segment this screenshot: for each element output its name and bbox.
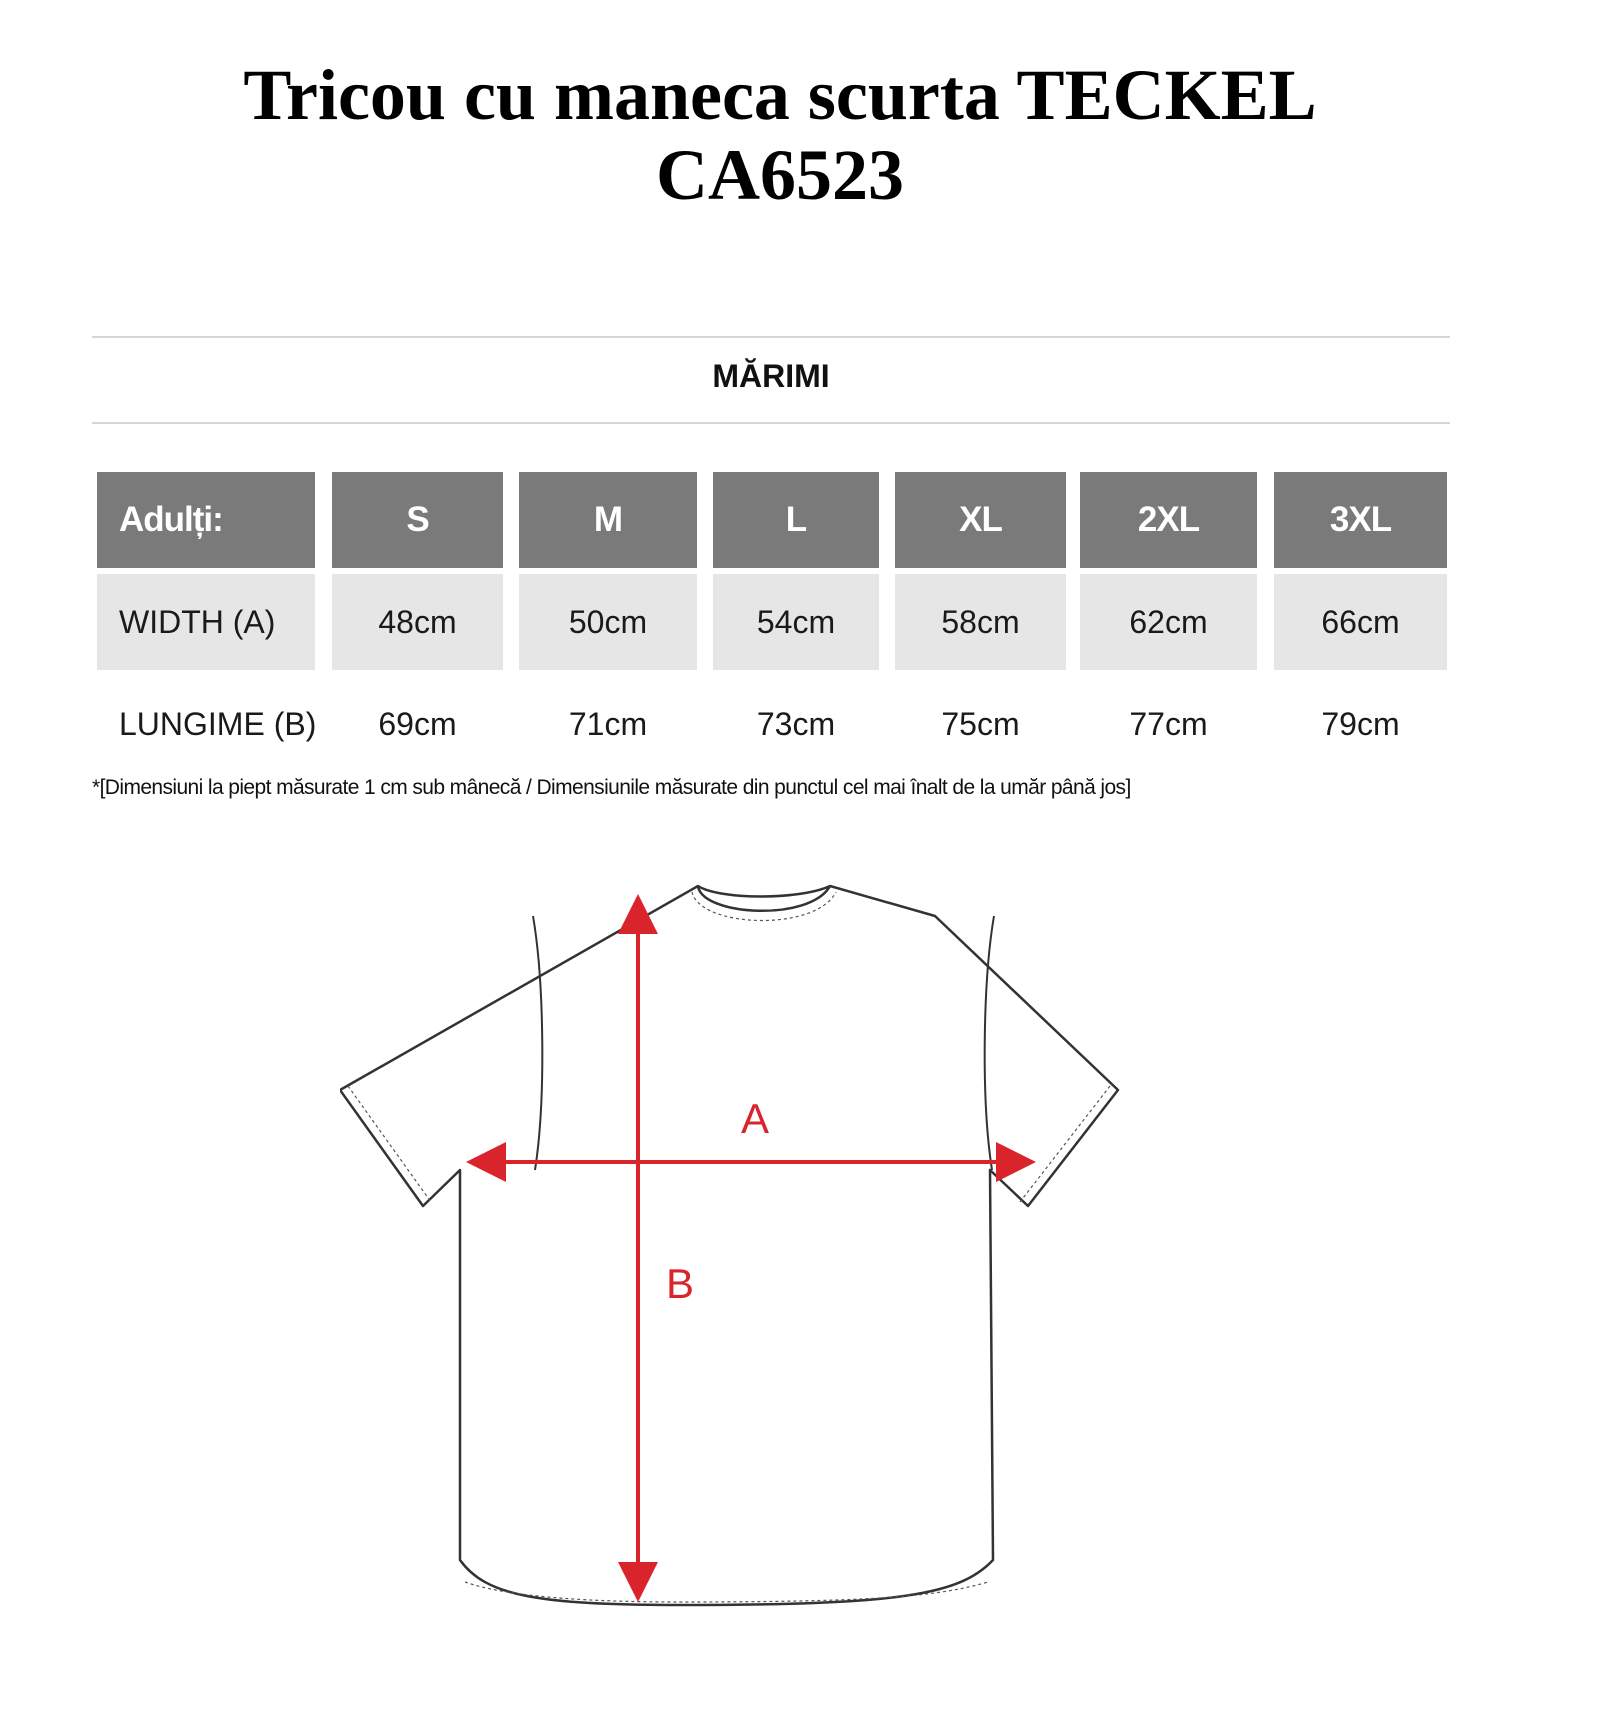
table-cell-length: 79cm — [1321, 705, 1400, 742]
table-header-size: 2XL — [1080, 472, 1257, 568]
label-b: B — [665, 1260, 695, 1307]
section-label-sizes: MĂRIMI — [712, 358, 830, 394]
table-header-size: M — [519, 472, 697, 568]
table-header-adults: Adulți: — [97, 472, 315, 568]
tshirt-outline — [340, 886, 1118, 1605]
table-cell-width: 48cm — [332, 574, 503, 670]
table-cell-width: 66cm — [1274, 574, 1447, 670]
divider-top — [92, 336, 1450, 338]
table-cell-length: 75cm — [941, 705, 1020, 742]
table-header-size: XL — [895, 472, 1066, 568]
table-header-size: L — [713, 472, 879, 568]
tshirt-diagram-svg — [340, 870, 1220, 1630]
measurement-footnote: *[Dimensiuni la piept măsurate 1 cm sub mânecă / Dimensiunile măsurate din punctul cel mai înalt de la umăr până jos] — [92, 776, 1131, 799]
table-cell-width: 50cm — [519, 574, 697, 670]
divider-bottom — [92, 422, 1450, 424]
product-title-line1: Tricou cu maneca scurta TECKEL — [243, 55, 1317, 135]
table-cell-length: 77cm — [1129, 705, 1208, 742]
table-cell-length: 71cm — [568, 705, 648, 742]
row-label-length: LUNGIME (B) — [119, 705, 317, 742]
table-header-size: S — [332, 472, 503, 568]
tshirt-measurement-diagram — [340, 870, 1220, 1630]
table-cell-length: 73cm — [756, 705, 836, 742]
table-cell-length: 69cm — [378, 705, 457, 742]
table-cell-width: 62cm — [1080, 574, 1257, 670]
table-header-size: 3XL — [1274, 472, 1447, 568]
product-title — [0, 55, 1560, 215]
row-label-width: WIDTH (A) — [97, 574, 315, 670]
label-a: A — [740, 1095, 770, 1142]
product-title-line2: CA6523 — [656, 135, 904, 215]
table-cell-width: 54cm — [713, 574, 879, 670]
table-cell-width: 58cm — [895, 574, 1066, 670]
